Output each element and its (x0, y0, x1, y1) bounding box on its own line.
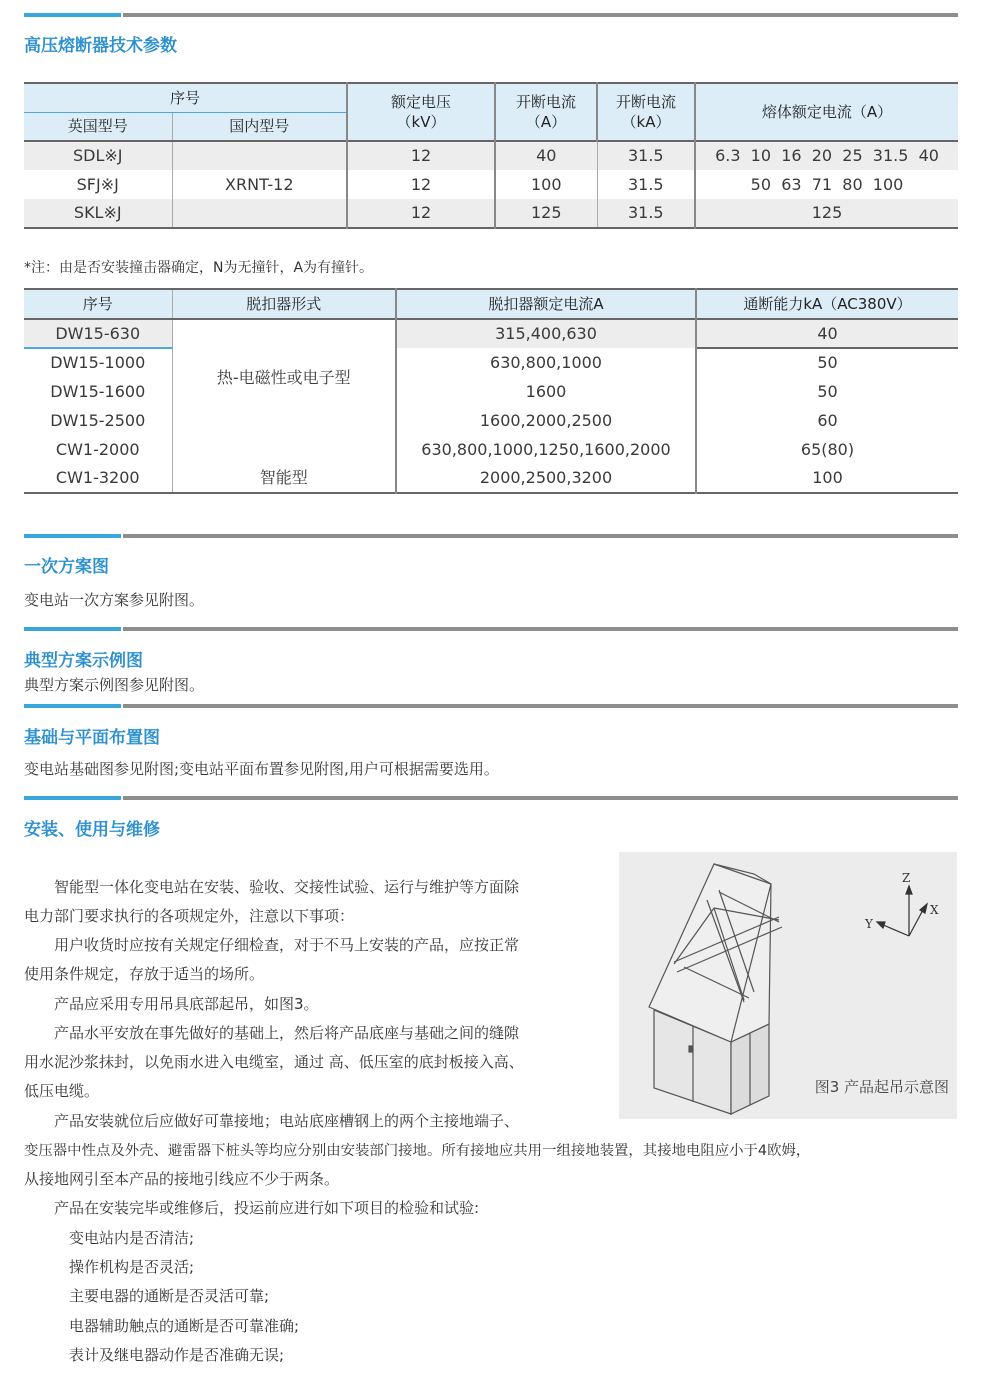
header-breaking-capacity: 通断能力kA（AC380V） (696, 289, 958, 319)
table-row: CW1-3200 智能型 2000,2500,3200 100 (24, 464, 958, 493)
text-line: 操作机构是否灵活; (24, 1258, 195, 1276)
table-row: SDL※J 12 40 31.5 6.3 10 16 20 25 31.5 40 (24, 141, 958, 170)
header-trip-current: 脱扣器额定电流A (396, 289, 696, 319)
text-line: 用户收货时应按有关规定仔细检查，对于不马上安装的产品，应按正常 (24, 936, 520, 954)
section-rule (24, 534, 958, 538)
section-title-typical-scheme: 典型方案示例图 (24, 651, 143, 671)
primary-scheme-text: 变电站一次方案参见附图。 (24, 591, 205, 609)
header-cn-model: 国内型号 (172, 112, 347, 141)
section-title-fuse: 高压熔断器技术参数 (24, 36, 177, 56)
text-line: 变压器中性点及外壳、避雷器下桩头等均应分别由安装部门接地。所有接地应共用一组接地装置，其接地电阻应小于4欧姆， (24, 1143, 811, 1159)
text-line: 表计及继电器动作是否准确无误; (24, 1346, 285, 1364)
header-breaking-current-a: 开断电流 （A） (495, 83, 597, 141)
header-en-model: 英国型号 (24, 112, 172, 141)
section-rule (24, 796, 958, 800)
table-row: SKL※J 12 125 31.5 125 (24, 199, 958, 228)
header-breaking-current-ka: 开断电流 （kA） (597, 83, 695, 141)
header-fuse-rated-current: 熔体额定电流（A） (695, 83, 958, 141)
text-line: 产品应采用专用吊具底部起吊，如图3。 (24, 995, 319, 1013)
table-row: SFJ※J XRNT-12 12 100 31.5 50 63 71 80 100 (24, 170, 958, 199)
axis-x-label: X (930, 903, 939, 917)
table-row: DW15-1600 1600 50 (24, 377, 958, 406)
header-seq: 序号 (24, 83, 347, 112)
text-line: 产品在安装完毕或维修后，投运前应进行如下项目的检验和试验: (24, 1199, 480, 1217)
section-rule (24, 704, 958, 708)
section-title-installation: 安装、使用与维修 (24, 820, 160, 840)
table-note: *注：由是否安装撞击器确定，N为无撞针，A为有撞针。 (24, 260, 374, 276)
text-line: 产品水平安放在事先做好的基础上，然后将产品底座与基础之间的缝隙 (24, 1024, 520, 1042)
text-line: 从接地网引至本产品的接地引线应不少于两条。 (24, 1170, 340, 1188)
text-line: 变电站内是否清洁; (24, 1229, 195, 1247)
trip-type-thermal: 热-电磁性或电子型 (172, 319, 396, 435)
text-line: 电力部门要求执行的各项规定外，注意以下事项： (24, 907, 355, 925)
text-line: 智能型一体化变电站在安装、验收、交接性试验、运行与维护等方面除 (24, 878, 520, 896)
axis-y-label: Y (865, 917, 873, 931)
text-line: 主要电器的通断是否灵活可靠; (24, 1287, 270, 1305)
axis-z-label: Z (902, 871, 911, 885)
typical-scheme-text: 典型方案示例图参见附图。 (24, 676, 205, 694)
section-rule (24, 627, 958, 631)
lifting-figure (619, 852, 957, 1119)
header-trip-type: 脱扣器形式 (172, 289, 396, 319)
text-line: 低压电缆。 (24, 1082, 100, 1100)
text-line: 使用条件规定，存放于适当的场所。 (24, 965, 265, 983)
fuse-spec-table (24, 82, 958, 229)
trip-type-smart: 智能型 (172, 464, 396, 493)
header-rated-voltage: 额定电压 （kV） (347, 83, 495, 141)
text-line: 产品安装就位后应做好可靠接地；电站底座槽钢上的两个主接地端子、 (24, 1112, 520, 1130)
foundation-text: 变电站基础图参见附图;变电站平面布置参见附图,用户可根据需要选用。 (24, 760, 499, 778)
section-title-primary-scheme: 一次方案图 (24, 557, 109, 577)
table-row: DW15-630 热-电磁性或电子型 315,400,630 40 (24, 319, 958, 348)
table-row: DW15-1000 630,800,1000 50 (24, 348, 958, 377)
text-line: 用水泥沙浆抹封，以免雨水进入电缆室，通过 高、低压室的底封板接入高、 (24, 1053, 524, 1071)
table-row: CW1-2000 630,800,1000,1250,1600,2000 65(80) (24, 435, 958, 464)
table-row: DW15-2500 1600,2000,2500 60 (24, 406, 958, 435)
text-line: 电器辅助触点的通断是否可靠准确; (24, 1317, 300, 1335)
breaker-spec-table (24, 288, 958, 494)
section-rule (24, 13, 958, 17)
section-title-foundation: 基础与平面布置图 (24, 728, 160, 748)
figure-caption: 图3 产品起吊示意图 (814, 1078, 949, 1096)
header-seq: 序号 (24, 289, 172, 319)
